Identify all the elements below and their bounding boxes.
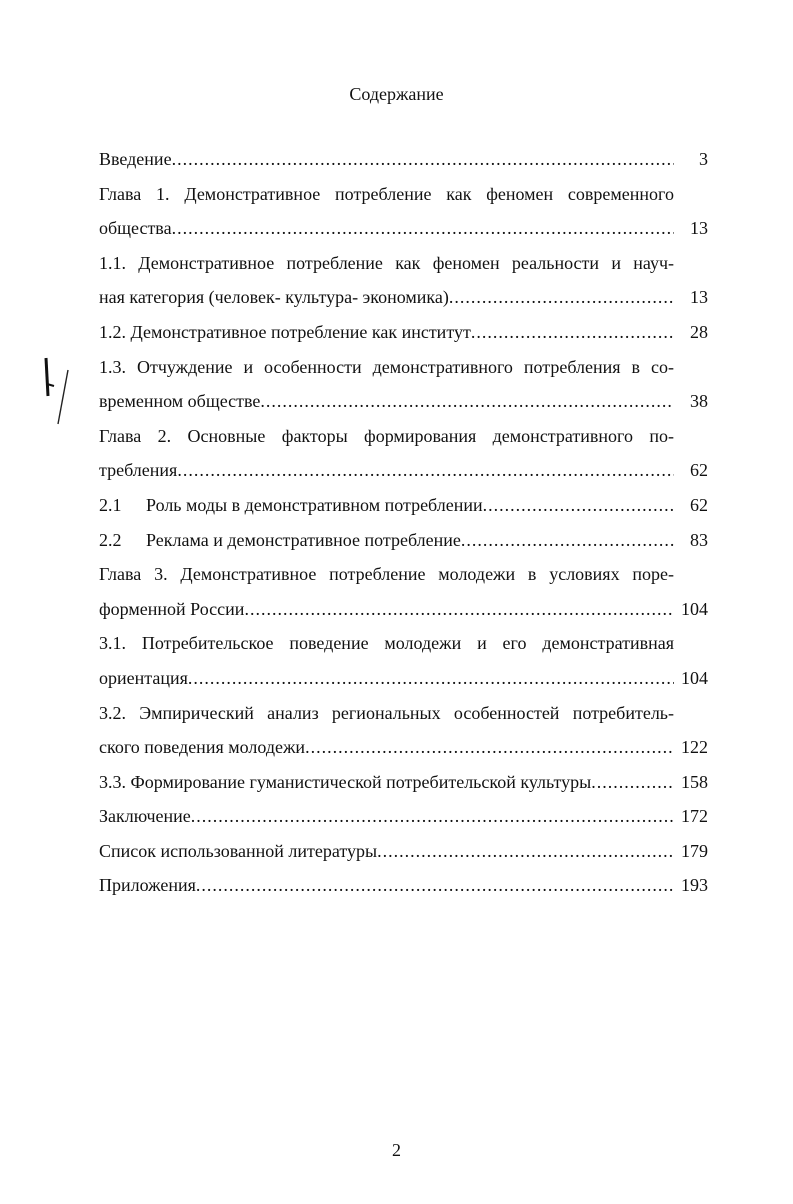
toc-entry-chapter-2-line-1: Глава 2. Основные факторы формирования демонстративного по- [99, 425, 674, 446]
toc-entry-3-2 [99, 730, 708, 765]
toc-page-number: 13 [690, 287, 708, 308]
toc-page-number: 104 [681, 598, 708, 619]
toc-leader-dots [591, 765, 674, 800]
toc-entry-title: форменной России [99, 598, 245, 619]
toc-page-number: 62 [690, 494, 708, 515]
toc-page-number: 83 [690, 529, 708, 550]
toc-page-number: 3 [699, 149, 708, 169]
toc-leader-dots [177, 453, 674, 488]
toc-page-number: 38 [690, 391, 708, 412]
toc-leader-dots [196, 868, 674, 903]
toc-page-number: 28 [690, 321, 708, 342]
toc-entry-bibliography [99, 834, 708, 869]
toc-entry-3-2-line-1: 3.2. Эмпирический анализ региональных особенностей потребитель- [99, 702, 674, 723]
toc-entry-3-1-line-1: 3.1. Потребительское поведение молодежи и его демонстративная [99, 633, 674, 654]
toc-leader-dots [377, 834, 674, 869]
toc-page-number: 122 [681, 737, 708, 758]
toc-entry-title: Реклама и демонстративное потребление [146, 529, 461, 550]
toc-entry-appendices [99, 868, 708, 903]
toc-entry-chapter-1-line-1: Глава 1. Демонстративное потребление как феномен современного [99, 183, 674, 204]
toc-entry-chapter-2 [99, 453, 708, 488]
page-title: Содержание [349, 84, 444, 104]
toc-page-number: 179 [681, 840, 708, 861]
toc-entry-1-3 [99, 384, 708, 419]
toc-leader-dots [244, 592, 674, 627]
toc-page-number: 193 [681, 875, 708, 896]
toc-entry-title: Список использованной литературы [99, 840, 378, 861]
toc-leader-dots [483, 488, 674, 523]
toc-entry-chapter-3 [99, 592, 708, 627]
toc-leader-dots [461, 523, 674, 558]
toc-entry-1-2 [99, 315, 708, 350]
toc-entry-title: Заключение [99, 806, 191, 827]
toc-section-number: 2.2 [99, 529, 122, 550]
toc-entry-conclusion [99, 799, 708, 834]
toc-entry-title: Введение [99, 149, 172, 169]
toc-entry-2-2 [99, 523, 708, 558]
toc-entry-1-3-line-1: 1.3. Отчуждение и особенности демонстративного потребления в со- [99, 356, 674, 377]
toc-page-number: 62 [690, 460, 708, 481]
toc-entry-2-1 [99, 488, 708, 523]
toc-leader-dots [471, 315, 674, 350]
toc-entry-chapter-3-line-1: Глава 3. Демонстративное потребление молодежи в условиях поре- [99, 564, 674, 585]
toc-leader-dots [172, 142, 674, 177]
toc-page-number: 13 [690, 218, 708, 239]
toc-entry-title: ского поведения молодежи [99, 737, 306, 758]
toc-page-number: 104 [681, 667, 708, 688]
toc-entry-title: Приложения [99, 875, 196, 896]
toc-entry-title: Роль моды в демонстративном потреблении [146, 494, 483, 515]
toc-entry-title: ориентация [99, 667, 188, 688]
toc-entry-title: 3.3. Формирование гуманистической потребительской культуры [99, 771, 592, 792]
toc-entry-3-1 [99, 661, 708, 696]
toc-page-number: 172 [681, 806, 708, 827]
toc-entry-3-3 [99, 765, 708, 800]
toc-leader-dots [191, 799, 674, 834]
pen-mark [36, 352, 76, 432]
toc-entry-title: временном обществе [99, 391, 261, 412]
page-number: 2 [392, 1140, 401, 1160]
toc-entry-title: ная категория (человек- культура- экономика) [99, 287, 449, 308]
toc-entry-chapter-1 [99, 211, 708, 246]
toc-entry-title: 1.2. Демонстративное потребление как институт [99, 321, 471, 342]
toc-section-number: 2.1 [99, 494, 122, 515]
toc-entry-1-1 [99, 280, 708, 315]
toc-entry-1-1-line-1: 1.1. Демонстративное потребление как феномен реальности и науч- [99, 252, 674, 273]
toc-leader-dots [188, 661, 674, 696]
toc-entry-title: общества [99, 218, 172, 239]
toc-page-number: 158 [681, 771, 708, 792]
toc-entry-title: требления [99, 460, 178, 481]
toc-leader-dots [260, 384, 674, 419]
toc-leader-dots [305, 730, 674, 765]
toc-leader-dots [172, 211, 674, 246]
table-of-contents [99, 142, 708, 903]
toc-leader-dots [449, 280, 674, 315]
toc-entry-introduction [99, 142, 708, 177]
